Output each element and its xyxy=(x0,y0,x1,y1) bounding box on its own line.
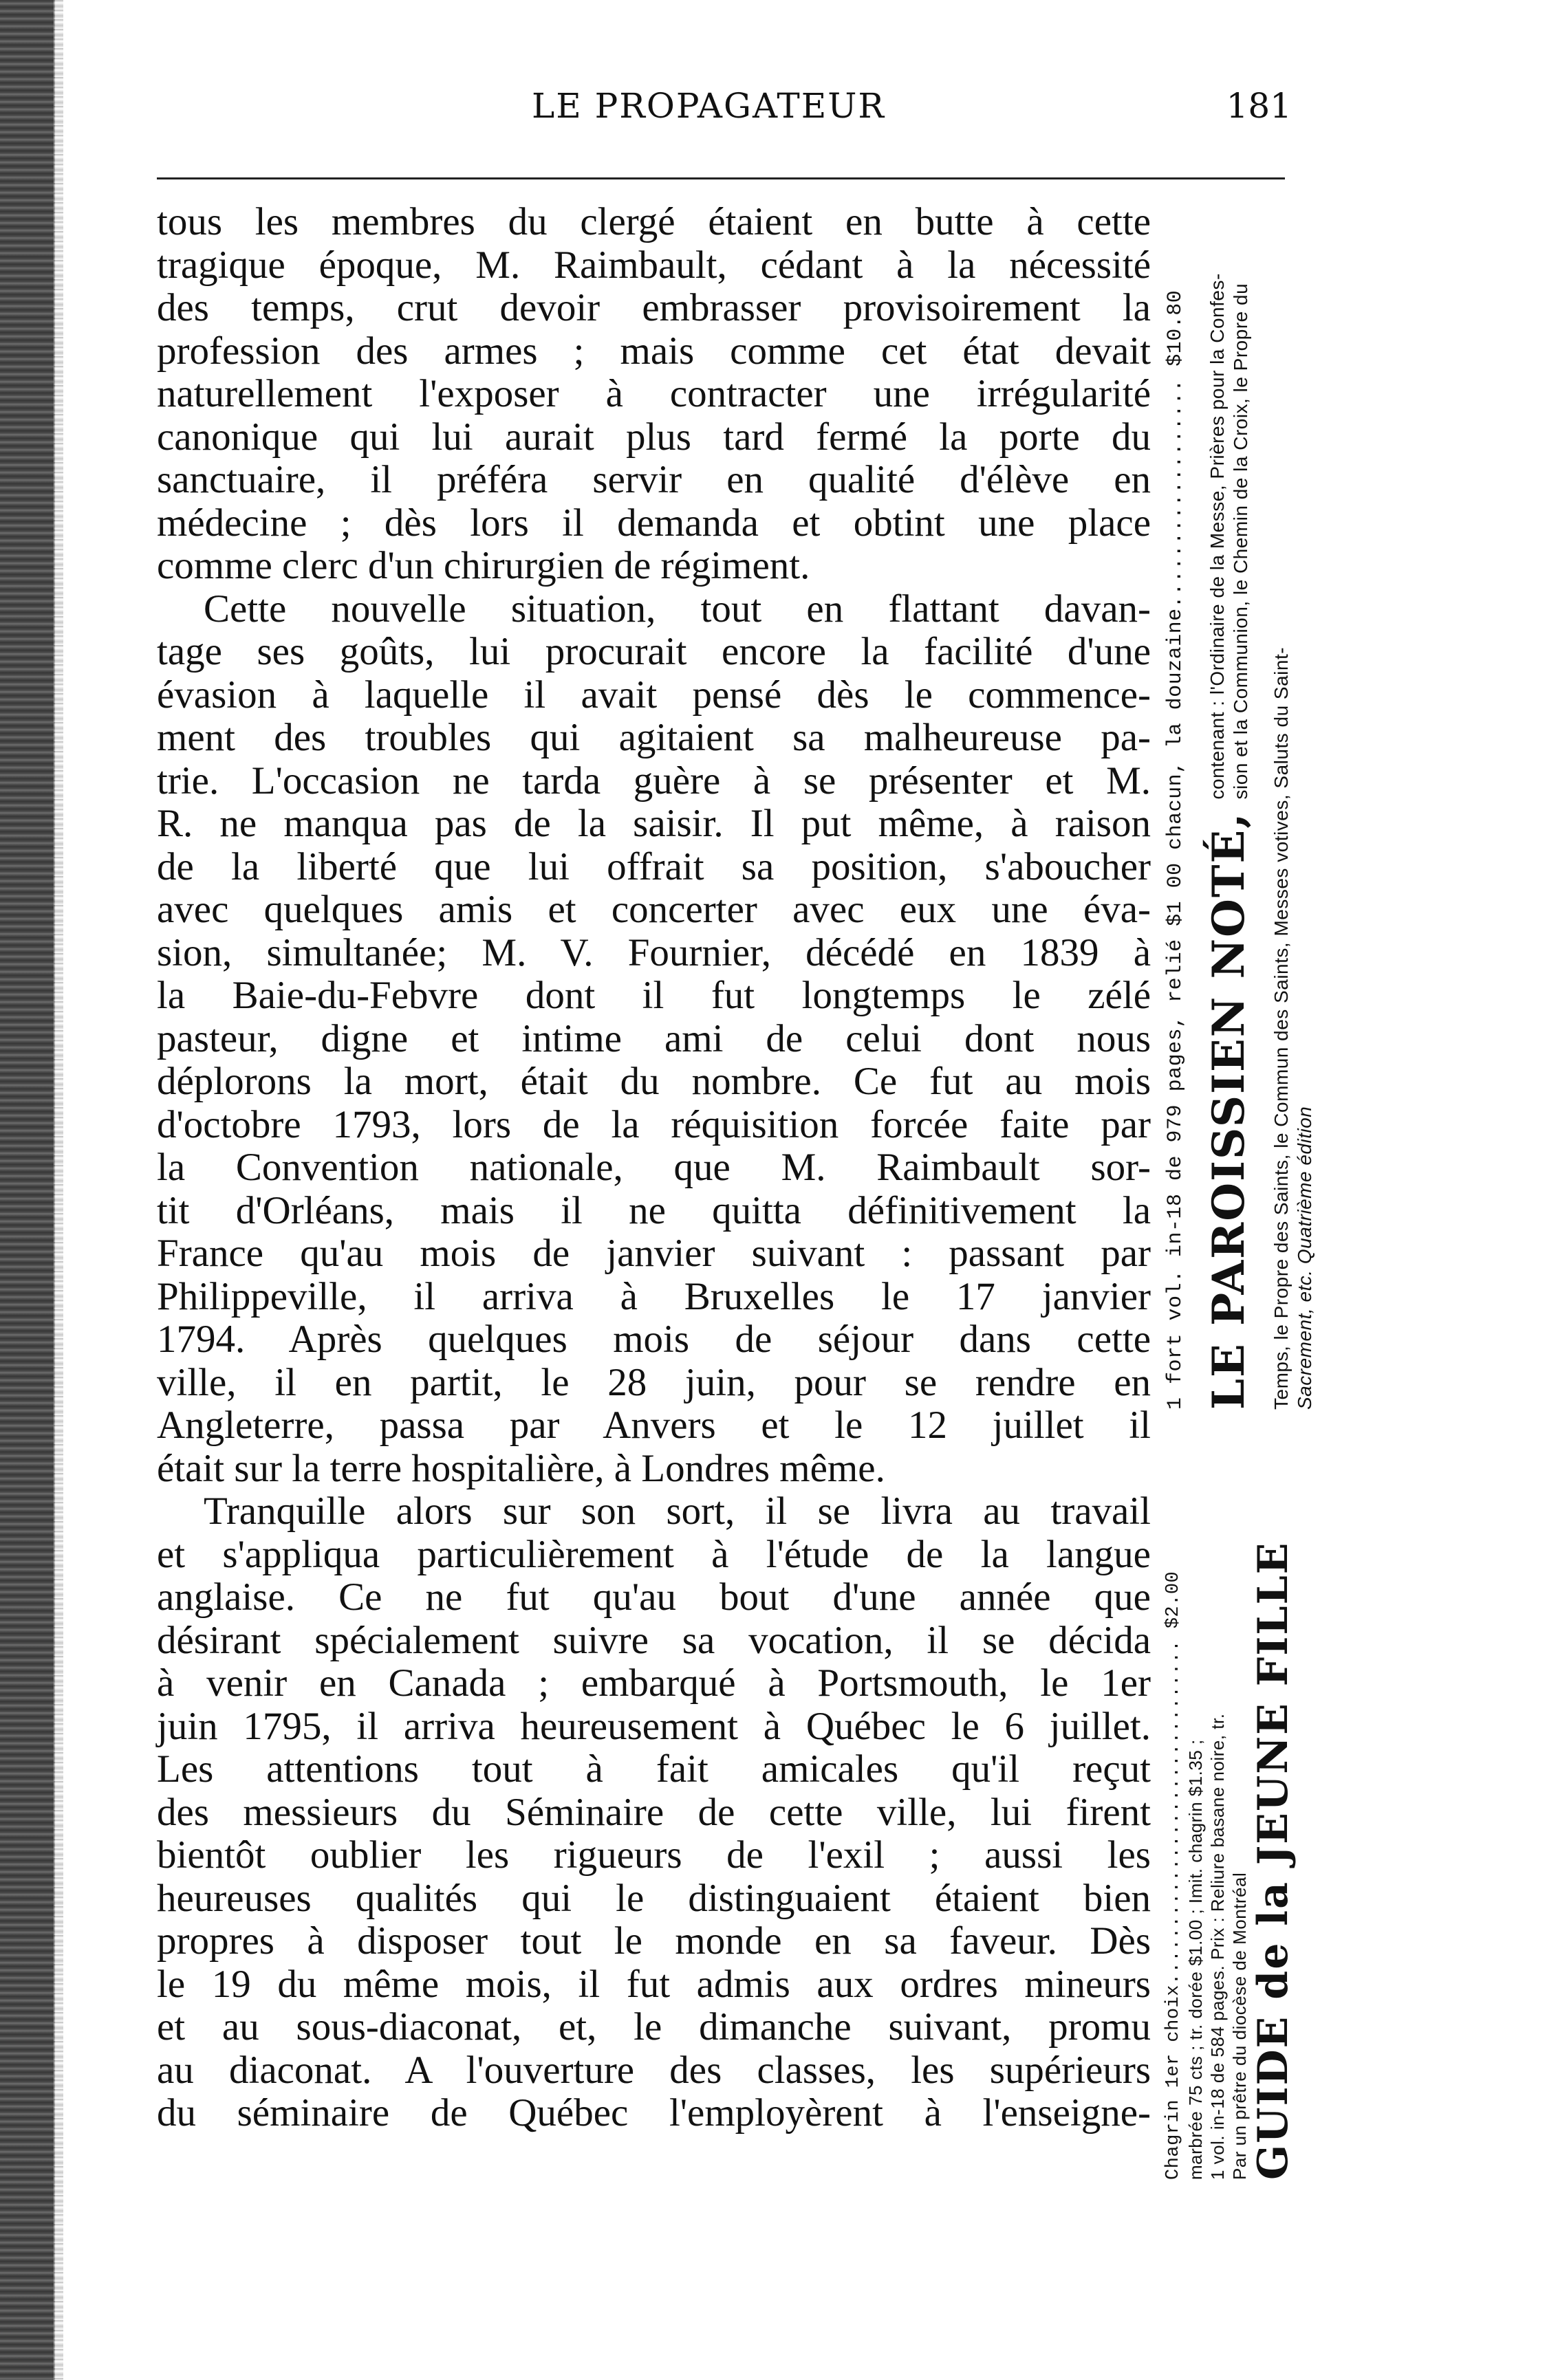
text-line: propres à disposer tout le monde en sa faveur. Dès xyxy=(157,1919,1151,1963)
text-line: et s'appliqua particulièrement à l'étude de la langue xyxy=(157,1532,1151,1576)
text-line: évasion à laquelle il avait pensé dès le commence- xyxy=(157,673,1151,717)
text-line: était sur la terre hospitalière, à Londres même. xyxy=(157,1446,885,1490)
text-line: comme clerc d'un chirurgien de régiment. xyxy=(157,544,810,587)
text-line: ment des troubles qui agitaient sa malheureuse pa- xyxy=(157,716,1151,759)
text-line: pasteur, digne et intime ami de celui dont nous xyxy=(157,1016,1151,1060)
text-line: avec quelques amis et concerter avec eux une éva- xyxy=(157,888,1151,931)
text-line: tit d'Orléans, mais il ne quitta définitivement la xyxy=(157,1188,1151,1232)
ad-guide-line: 1 vol. in-18 de 584 pages. Prix : Reliure basane noire, tr. xyxy=(1207,1713,1228,2180)
text-line: R. ne manqua pas de la saisir. Il put même, à raison xyxy=(157,802,1151,845)
ad-paroissien-price: 1 fort vol. in-18 de 979 pages, relié $1 00 chacun, la douzaine.................. $10.80 xyxy=(1164,290,1187,1410)
text-line: naturellement l'exposer à contracter une irrégularité xyxy=(157,372,1151,415)
text-line: tragique époque, M. Raimbault, cédant à la nécessité xyxy=(157,243,1151,287)
ad-paroissien-line: Temps, le Propre des Saints, le Commun des Saints, Messes votives, Saluts du Saint- xyxy=(1270,646,1292,1410)
text-line: à venir en Canada ; embarqué à Portsmouth, le 1er xyxy=(157,1661,1151,1705)
ad-guide-line: Par un prêtre du diocèse de Montréal xyxy=(1229,1872,1250,2180)
text-line: canonique qui lui aurait plus tard fermé la porte du xyxy=(157,415,1151,459)
text-line: Cette nouvelle situation, tout en flattant davan- xyxy=(204,587,1151,631)
text-line: anglaise. Ce ne fut qu'au bout d'une année que xyxy=(157,1575,1151,1619)
text-line: trie. L'occasion ne tarda guère à se présenter et M. xyxy=(157,758,1151,803)
text-line: heureuses qualités qui le distinguaient étaient bien xyxy=(157,1876,1151,1920)
ad-guide-line: marbrée 75 cts ; tr. dorée $1.00 ; Imit. chagrin $1.35 ; xyxy=(1185,1739,1206,2180)
text-line: de la liberté que lui offrait sa position, s'aboucher xyxy=(157,844,1151,888)
running-title: LE PROPAGATEUR xyxy=(532,86,885,126)
page-number: 181 xyxy=(1226,86,1292,126)
text-line: Angleterre, passa par Anvers et le 12 juillet il xyxy=(157,1404,1151,1447)
ad-guide-title: GUIDE de la JEUNE FILLE xyxy=(1249,1541,1297,2180)
text-line: ville, il en partit, le 28 juin, pour se rendre en xyxy=(157,1360,1151,1404)
text-line: Les attentions tout à fait amicales qu'il reçut xyxy=(157,1747,1151,1791)
text-line: juin 1795, il arriva heureusement à Québec le 6 juillet. xyxy=(157,1704,1151,1748)
ad-paroissien-title: LE PAROISSIEN NOTÉ, xyxy=(1203,811,1255,1410)
ad-paroissien-line: Sacrement, etc. Quatrième édition xyxy=(1294,1106,1315,1410)
text-line: désirant spécialement suivre sa vocation, il se décida xyxy=(157,1618,1151,1662)
text-line: sion, simultanée; M. V. Fournier, décédé en 1839 à xyxy=(157,930,1151,974)
header-rule xyxy=(157,177,1285,179)
ad-paroissien-line: sion et la Communion, le Chemin de la Croix, le Propre du xyxy=(1230,283,1251,800)
text-line: la Baie-du-Febvre dont il fut longtemps le zélé xyxy=(157,974,1151,1017)
ad-paroissien-line: contenant : l'Ordinaire de la Messe, Prières pour la Confes- xyxy=(1207,273,1228,800)
text-line: 1794. Après quelques mois de séjour dans cette xyxy=(157,1318,1151,1361)
ad-guide-price: Chagrin 1er choix.............................. $2.00 xyxy=(1163,1571,1184,2180)
text-line: et au sous-diaconat, et, le dimanche suivant, promu xyxy=(157,2005,1151,2049)
text-line: la Convention nationale, que M. Raimbault sor- xyxy=(157,1146,1151,1189)
text-line: bientôt oublier les rigueurs de l'exil ; aussi les xyxy=(157,1833,1151,1877)
text-line: des temps, crut devoir embrasser provisoirement la xyxy=(157,286,1151,329)
text-line: d'octobre 1793, lors de la réquisition forcée faite par xyxy=(157,1102,1151,1146)
body-text xyxy=(157,201,1151,2181)
text-line: Philippeville, il arriva à Bruxelles le 17 janvier xyxy=(157,1274,1151,1318)
ad-paroissien-note xyxy=(1162,186,1314,1410)
text-line: profession des armes ; mais comme cet état devait xyxy=(157,329,1151,373)
text-line: des messieurs du Séminaire de cette ville, lui firent xyxy=(157,1790,1151,1834)
text-line: Tranquille alors sur son sort, il se livra au travail xyxy=(204,1489,1151,1533)
text-line: tage ses goûts, lui procurait encore la facilité d'une xyxy=(157,630,1151,673)
text-line: tous les membres du clergé étaient en butte à cette xyxy=(157,200,1151,243)
advertisement-strip xyxy=(1162,186,1314,2180)
page-header xyxy=(157,86,1292,148)
text-line: du séminaire de Québec l'employèrent à l'enseigne- xyxy=(157,2091,1151,2135)
text-line: le 19 du même mois, il fut admis aux ordres mineurs xyxy=(157,1962,1151,2006)
text-line: déplorons la mort, était du nombre. Ce fut au mois xyxy=(157,1060,1151,1103)
text-line: médecine ; dès lors il demanda et obtint une place xyxy=(157,501,1151,545)
ad-guide-jeune-fille xyxy=(1162,1417,1314,2180)
text-line: au diaconat. A l'ouverture des classes, les supérieurs xyxy=(157,2048,1151,2092)
text-line: sanctuaire, il préféra servir en qualité d'élève en xyxy=(157,458,1151,501)
scan-binding-edge xyxy=(0,0,55,2380)
text-line: France qu'au mois de janvier suivant : passant par xyxy=(157,1232,1151,1275)
